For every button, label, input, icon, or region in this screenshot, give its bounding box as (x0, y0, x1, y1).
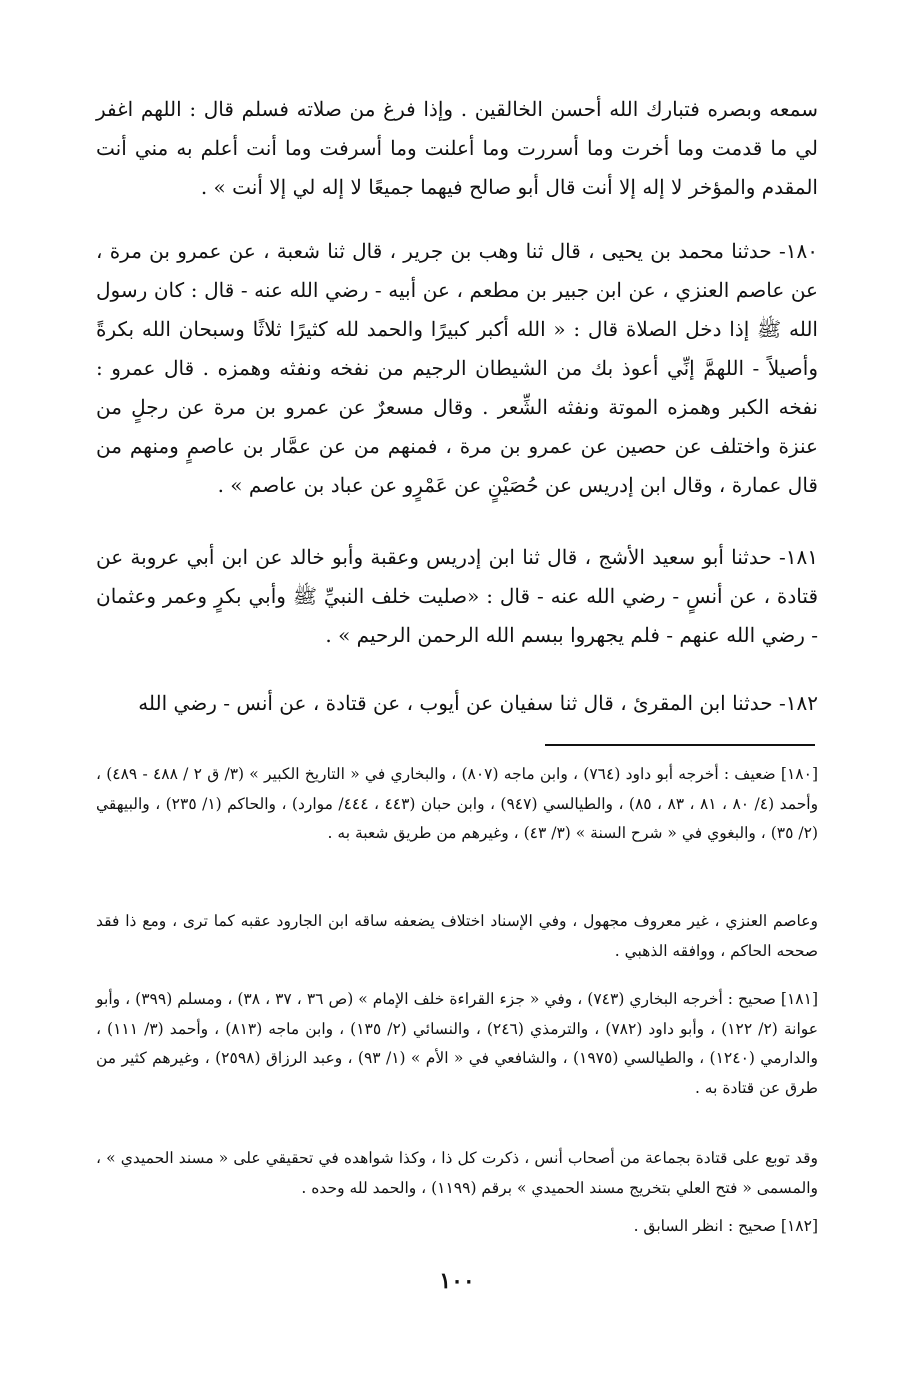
footnote-separator (545, 744, 815, 746)
main-text-paragraph (96, 538, 818, 655)
footnote-180-comment: وعاصم العنزي ، غير معروف مجهول ، وفي الإسناد اختلاف يضعفه ساقه ابن الجارود عقبه كما ترى ، ومع ذا فقد صححه الحاكم ، ووافقه الذهبي . (96, 912, 818, 960)
main-text-paragraph (96, 232, 818, 505)
footnote (96, 907, 818, 966)
hadith-180-text: ١٨٠- حدثنا محمد بن يحيى ، قال ثنا وهب بن جرير ، قال ثنا شعبة ، عن عمرو بن مرة ، عن عاصم العنزي ، عن ابن جبير بن مطعم ، عن أبيه - رضي الله عنه - قال : كان رسول الله ﷺ إذا دخل الصلاة قال : « الله أكبر كبيرًا والحمد لله كثيرًا ثلاثًا وسبحان الله بكرةً وأصيلاً - اللهمَّ إنِّي أعوذ بك من الشيطان الرجيم من نفخه ونفثه وهمزه . قال عمرو : نفخه الكبر وهمزه الموتة ونفثه الشِّعر . وقال مسعرٌ عن عمرو بن مرة عن رجلٍ من عنزة واختلف عن حصين عن عمرو بن مرة ، فمنهم من عن عمَّار بن عاصمٍ ومنهم من قال عمارة ، وقال ابن إدريس عن حُصَيْنٍ عن عَمْرٍو عن عباد بن عاصم » . (96, 239, 818, 497)
hadith-182-text: ١٨٢- حدثنا ابن المقرئ ، قال ثنا سفيان عن أيوب ، عن قتادة ، عن أنس - رضي الله (138, 691, 818, 715)
page-number: ١٠٠ (439, 1268, 475, 1294)
main-text-paragraph (96, 684, 818, 723)
footnote (96, 1144, 818, 1203)
footnote-182-text: [١٨٢] صحيح : انظر السابق . (633, 1217, 818, 1235)
footnote-180-text: [١٨٠] ضعيف : أخرجه أبو داود (٧٦٤) ، وابن ماجه (٨٠٧) ، والبخاري في « التاريخ الكبير » (٣/ ق ٢ / ٤٨٨ - ٤٨٩) ، وأحمد (٤/ ٨٠ ، ٨١ ، ٨٣ ، ٨٥) ، والطيالسي (٩٤٧) ، وابن حبان (٤٤٣ ، ٤٤٤/ موارد) ، والحاكم (١/ ٢٣٥) ، والبيهقي (٢/ ٣٥) ، والبغوي في « شرح السنة » (٣/ ٤٣) ، وغيرهم من طريق شعبة به . (96, 765, 819, 842)
hadith-181-text: ١٨١- حدثنا أبو سعيد الأشج ، قال ثنا ابن إدريس وعقبة وأبو خالد عن ابن أبي عروبة عن قتادة ، عن أنسٍ - رضي الله عنه - قال : «صليت خلف النبيِّ ﷺ وأبي بكرٍ وعمر وعثمان - رضي الله عنهم - فلم يجهروا ببسم الله الرحمن الرحيم » . (96, 545, 818, 647)
footnote (96, 1212, 818, 1242)
footnote (96, 760, 818, 849)
hadith-continuation-text: سمعه وبصره فتبارك الله أحسن الخالقين . وإذا فرغ من صلاته فسلم قال : اللهم اغفر لي ما قدمت وما أخرت وما أسررت وما أعلنت وما أسرفت وما أنت أعلم به مني أنت المقدم والمؤخر لا إله إلا أنت قال أبو صالح فيهما جميعًا لا إله لي إلا أنت » . (96, 97, 818, 199)
main-text-paragraph (96, 90, 818, 207)
footnote-181-text: [١٨١] صحيح : أخرجه البخاري (٧٤٣) ، وفي « جزء القراءة خلف الإمام » (ص ٣٦ ، ٣٧ ، ٣٨) ، ومسلم (٣٩٩) ، وأبو عوانة (٢/ ١٢٢) ، وأبو داود (٧٨٢) ، والترمذي (٢٤٦) ، والنسائي (٢/ ١٣٥) ، وابن ماجه (٨١٣) ، وأحمد (٣/ ١١١) ، والدارمي (١٢٤٠) ، والطيالسي (١٩٧٥) ، والشافعي في « الأم » (١/ ٩٣) ، وعبد الرزاق (٢٥٩٨) ، وغيرهم كثير من طرق عن قتادة به . (96, 990, 819, 1097)
footnote-181-comment: وقد توبع على قتادة بجماعة من أصحاب أنس ، ذكرت كل ذا ، وكذا شواهده في تحقيقي على « مسند الحميدي » ، والمسمى « فتح العلي بتخريج مسند الحميدي » برقم (١١٩٩) ، والحمد لله وحده . (96, 1149, 818, 1197)
footnote (96, 985, 818, 1103)
